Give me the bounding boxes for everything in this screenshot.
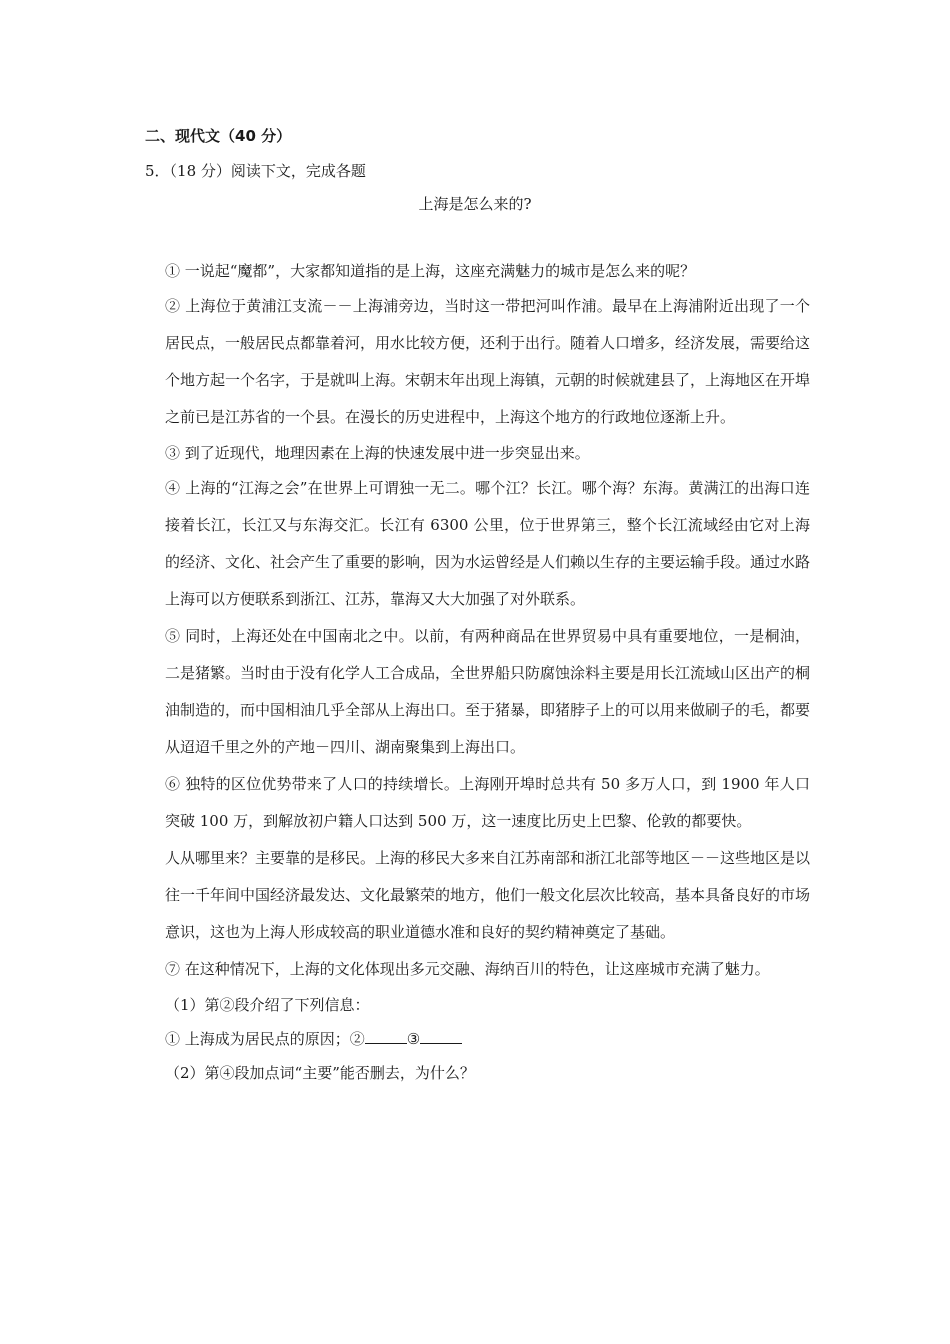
paragraph-4: ④ 上海的“江海之会”在世界上可谓独一无二。哪个江？长江。哪个海？东海。黄满江的出海口连接着长江，长江又与东海交汇。长江有 6300 公里，位于世界第三，整个长江流域经由它对上海的经济、文化、社会产生了重要的影响，因为水运曾经是人们赖以生存的主要运输手段。通过水路上海可以方便联系到浙江、江苏，靠海又大大加强了对外联系。 [165,479,811,608]
paragraph-7: ⑦ 在这种情况下，上海的文化体现出多元交融、海纳百川的特色，让这座城市充满了魅力。 [165,960,770,978]
blank-2-label: ② [349,1030,365,1048]
paragraph-5: ⑤ 同时，上海还处在中国南北之中。以前，有两种商品在世界贸易中具有重要地位，一是桐油，二是猪繁。当时由于没有化学人工合成品，全世界船只防腐蚀涂料主要是用长江流域山区出产的桐油制造的，而中国相油几乎全部从上海出口。至于猪暴，即猪脖子上的可以用来做刷子的毛，都要从迢迢千里之外的产地－四川、湖南聚集到上海出口。 [165,627,811,756]
section-heading: 二、现代文（40 分） [145,127,292,145]
article-body [165,254,810,1090]
paragraph-migration: 人从哪里来？主要靠的是移民。上海的移民大多来自江苏南部和浙江北部等地区－－这些地区是以往一千年间中国经济最发达、文化最繁荣的地方，他们一般文化层次比较高，基本具备良好的市场意识，这也为上海人形成较高的职业道德水准和良好的契约精神奠定了基础。 [165,849,811,941]
blank-3-label: ③ [406,1030,421,1048]
question-1-item-prefix: ① 上海成为居民点的原因； [165,1030,350,1048]
question-intro: 5．（18 分）阅读下文，完成各题 [145,162,366,180]
question-1-label: （1）第②段介绍了下列信息： [165,996,370,1014]
paragraph-2: ② 上海位于黄浦江支流－－上海浦旁边，当时这一带把河叫作浦。最早在上海浦附近出现了一个居民点，一般居民点都靠着河，用水比较方便，还利于出行。随着人口增多，经济发展，需要给这个地方起一个名字，于是就叫上海。宋朝末年出现上海镇，元朝的时候就建县了，上海地区在开埠之前已是江苏省的一个县。在漫长的历史进程中，上海这个地方的行政地位逐渐上升。 [165,297,811,426]
paragraph-1: ① 一说起“魔都”，大家都知道指的是上海，这座充满魅力的城市是怎么来的呢？ [165,262,696,280]
paragraph-6: ⑥ 独特的区位优势带来了人口的持续增长。上海刚开埠时总共有 50 多万人口，到 1900 年人口突破 100 万，到解放初户籍人口达到 500 万，这一速度比历史上巴黎、伦敦的都要快。 [165,775,810,830]
question-1-item [165,1022,810,1056]
paragraph-3: ③ 到了近现代，地理因素在上海的快速发展中进一步突显出来。 [165,444,590,462]
article-title: 上海是怎么来的? [418,195,532,213]
question-2-label: （2）第④段加点词“主要”能否删去，为什么？ [165,1064,475,1082]
answer-blank-3[interactable] [420,1029,462,1044]
answer-blank-2[interactable] [365,1029,407,1044]
